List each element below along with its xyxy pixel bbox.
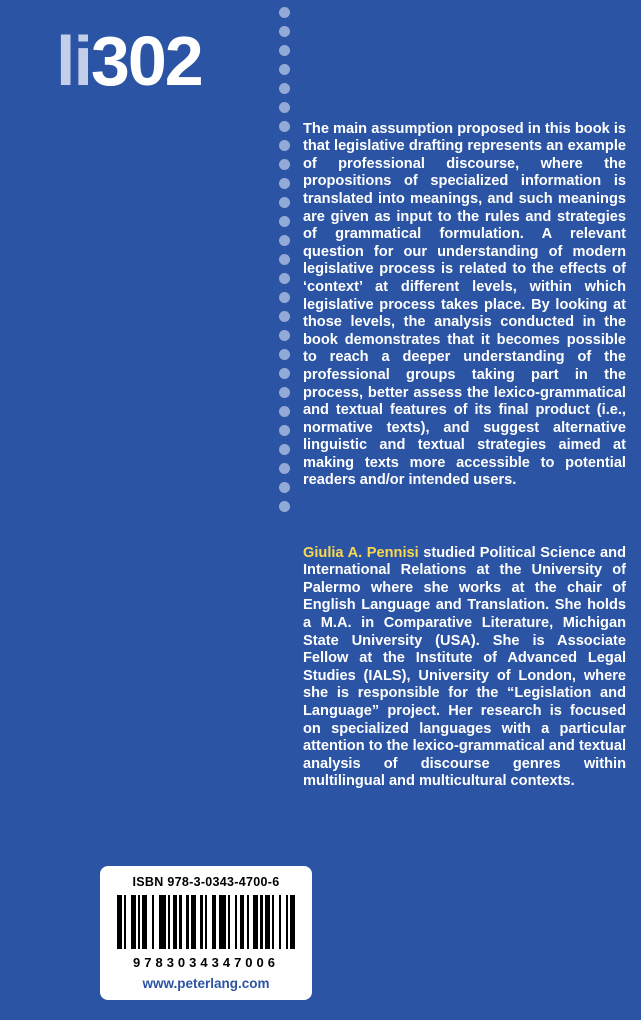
dot <box>279 368 290 379</box>
barcode-bar <box>159 895 166 949</box>
dot <box>279 197 290 208</box>
logo-series-number: 302 <box>90 22 202 100</box>
dot <box>279 387 290 398</box>
dot <box>279 349 290 360</box>
dot <box>279 83 290 94</box>
barcode <box>117 895 295 949</box>
dot <box>279 45 290 56</box>
dot <box>279 26 290 37</box>
barcode-bar <box>290 895 295 949</box>
dot <box>279 254 290 265</box>
dot <box>279 121 290 132</box>
publisher-logo <box>56 22 202 100</box>
book-description: The main assumption proposed in this book is that legislative drafting represents an example of professional discourse, where the propositions of specialized information is translated into meanings, and such meanings are given as input to the rules and strategies of grammatical formulation. A relevant question for our understanding of modern legislative process is related to the effects of ‘context’ at different levels, within which legislative process takes place. By looking at those levels, the analysis conducted in the book demonstrates that it becomes possible to reach a deeper understanding of the professional groups taking part in the process, better assess the lexico-grammatical and textual features of its final product (i.e., normative texts), and suggest alternative linguistic and textual strategies aimed at making texts more accessible to potential readers and/or intended users. <box>303 120 626 489</box>
dot <box>279 444 290 455</box>
isbn-box <box>100 866 312 1000</box>
author-name: Giulia A. Pennisi <box>303 544 419 561</box>
dot <box>279 7 290 18</box>
author-bio: studied Political Science and International Relations at the University of Palermo where she works at the chair of English Language and Translation. She holds a M.A. in Comparative Literature, Michigan State University (USA). She is Associate Fellow at the Institute of Advanced Legal Studies (IALS), University of London, where she is responsible for the “Legislation and Language” project. Her research is focused on specialized languages with a particular attention to the lexico-grammatical and textual analysis of discourse genres within multilingual and multicultural contexts. <box>303 544 626 790</box>
dot <box>279 292 290 303</box>
dot <box>279 406 290 417</box>
dot <box>279 216 290 227</box>
barcode-digits: 9783034347006 <box>133 955 279 970</box>
publisher-website: www.peterlang.com <box>142 976 270 991</box>
dot <box>279 330 290 341</box>
dot <box>279 140 290 151</box>
dot <box>279 311 290 322</box>
dot <box>279 235 290 246</box>
dot <box>279 102 290 113</box>
dot <box>279 178 290 189</box>
isbn-label: ISBN 978-3-0343-4700-6 <box>132 875 280 889</box>
author-paragraph <box>303 545 626 791</box>
dot <box>279 482 290 493</box>
dot <box>279 425 290 436</box>
dot <box>279 273 290 284</box>
dot <box>279 64 290 75</box>
dot <box>279 463 290 474</box>
dotted-line <box>279 7 290 512</box>
barcode-bar <box>219 895 226 949</box>
logo-prefix: li <box>56 22 91 100</box>
dot <box>279 159 290 170</box>
dot <box>279 501 290 512</box>
